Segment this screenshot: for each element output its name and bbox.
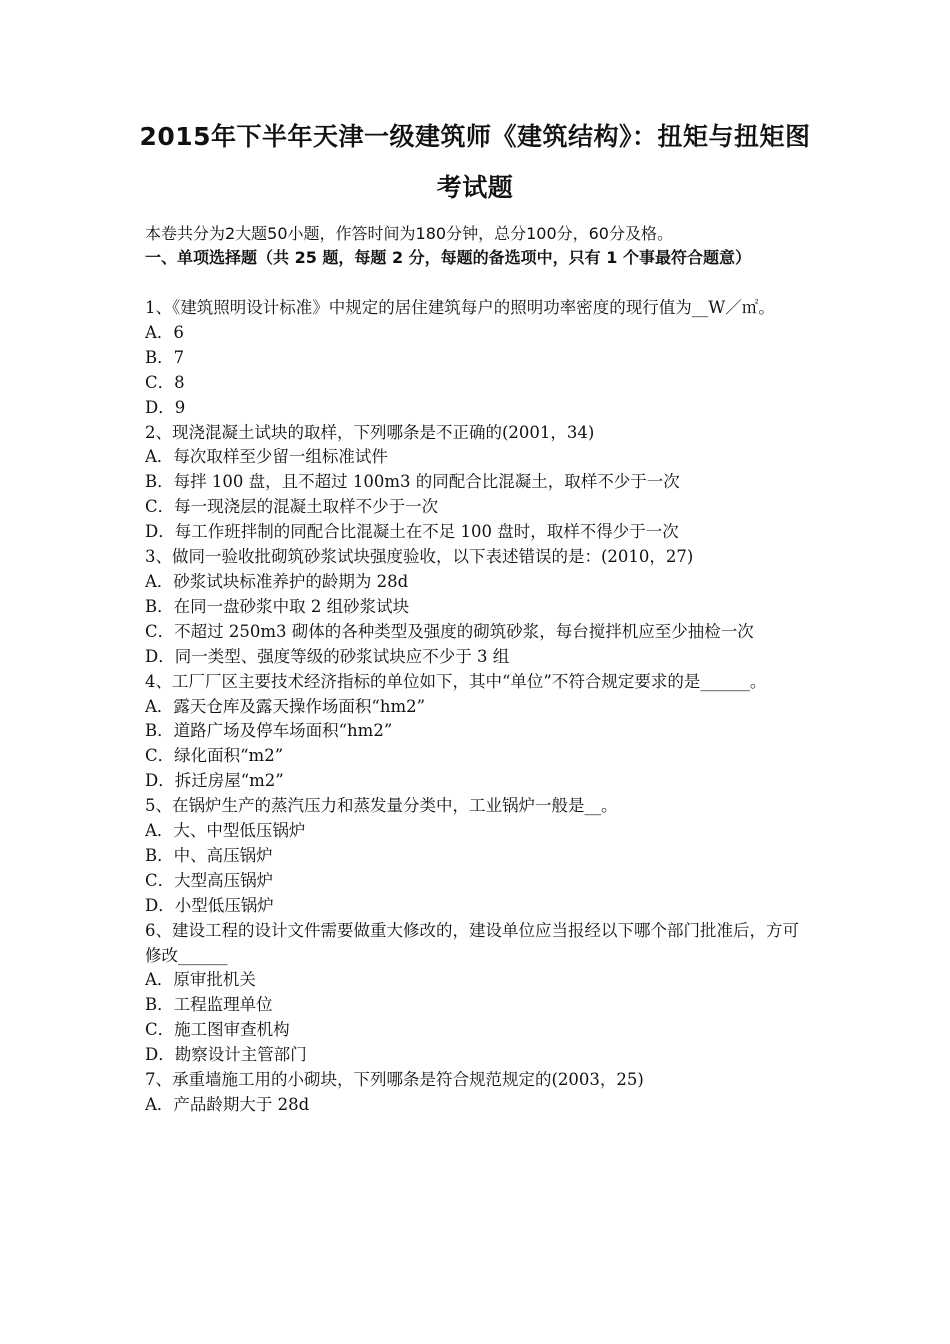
section-heading: 一、单项选择题（共 25 题，每题 2 分，每题的备选项中，只有 1 个事最符合题意） — [145, 248, 751, 267]
option: C．大型高压锅炉 — [145, 870, 274, 890]
question-stem: 2、现浇混凝土试块的取样，下列哪条是不正确的(2001，34) — [145, 422, 595, 442]
option: D．9 — [145, 397, 186, 417]
question-stem: 4、工厂厂区主要技术经济指标的单位如下，其中“单位”不符合规定要求的是______。 — [145, 671, 767, 691]
option: A．砂浆试块标准养护的龄期为 28d — [145, 571, 409, 591]
option: B．中、高压锅炉 — [145, 845, 273, 865]
option: D．小型低压锅炉 — [145, 895, 274, 915]
question — [145, 919, 810, 1068]
option: C．不超过 250m3 砌体的各种类型及强度的砌筑砂浆，每台搅拌机应至少抽检一次 — [145, 621, 754, 641]
question-stem: 5、在锅炉生产的蒸汽压力和蒸发量分类中，工业锅炉一般是__。 — [145, 796, 618, 816]
exam-intro — [145, 222, 825, 270]
question — [145, 794, 810, 919]
option: D．同一类型、强度等级的砂浆试块应不少于 3 组 — [145, 646, 510, 666]
option: A．原审批机关 — [145, 970, 256, 990]
option: A．产品龄期大于 28d — [145, 1095, 310, 1114]
option: D．拆迁房屋“m2” — [145, 771, 284, 791]
option: B．每拌 100 盘，且不超过 100m3 的同配合比混凝土，取样不少于一次 — [145, 472, 680, 492]
question-stem: 1、《建筑照明设计标准》中规定的居住建筑每户的照明功率密度的现行值为__W／㎡。 — [145, 298, 775, 317]
question — [145, 670, 810, 795]
option: B．工程监理单位 — [145, 995, 273, 1015]
option: D．勘察设计主管部门 — [145, 1045, 307, 1065]
option: B．7 — [145, 347, 185, 367]
question-stem: 3、做同一验收批砌筑砂浆试块强度验收，以下表述错误的是：(2010，27) — [145, 547, 694, 567]
question-stem: 7、承重墙施工用的小砌块，下列哪条是符合规范规定的(2003，25) — [145, 1070, 644, 1090]
question-list — [145, 296, 810, 1118]
question — [145, 545, 810, 670]
question — [145, 421, 810, 546]
exam-instructions: 本卷共分为2大题50小题，作答时间为180分钟，总分100分，60分及格。 — [145, 224, 673, 243]
option: A．6 — [145, 322, 184, 342]
question-stem: 6、建设工程的设计文件需要做重大修改的，建设单位应当报经以下哪个部门批准后，方可修改______ — [145, 920, 799, 965]
document-title-continued: 考试题 — [436, 173, 514, 202]
option: B．在同一盘砂浆中取 2 组砂浆试块 — [145, 596, 410, 616]
option: C．绿化面积“m2” — [145, 746, 284, 766]
option: A．每次取样至少留一组标准试件 — [145, 447, 388, 467]
option: B．道路广场及停车场面积“hm2” — [145, 721, 393, 741]
option: A．露天仓库及露天操作场面积“hm2” — [145, 696, 426, 716]
question — [145, 296, 810, 421]
option: A．大、中型低压锅炉 — [145, 821, 306, 841]
question — [145, 1068, 810, 1118]
option: C．8 — [145, 372, 185, 392]
document-title: 2015年下半年天津一级建筑师《建筑结构》：扭矩与扭矩图 — [139, 122, 811, 151]
option: D．每工作班拌制的同配合比混凝土在不足 100 盘时，取样不得少于一次 — [145, 522, 679, 542]
option: C．每一现浇层的混凝土取样不少于一次 — [145, 497, 439, 517]
option: C．施工图审查机构 — [145, 1020, 290, 1040]
